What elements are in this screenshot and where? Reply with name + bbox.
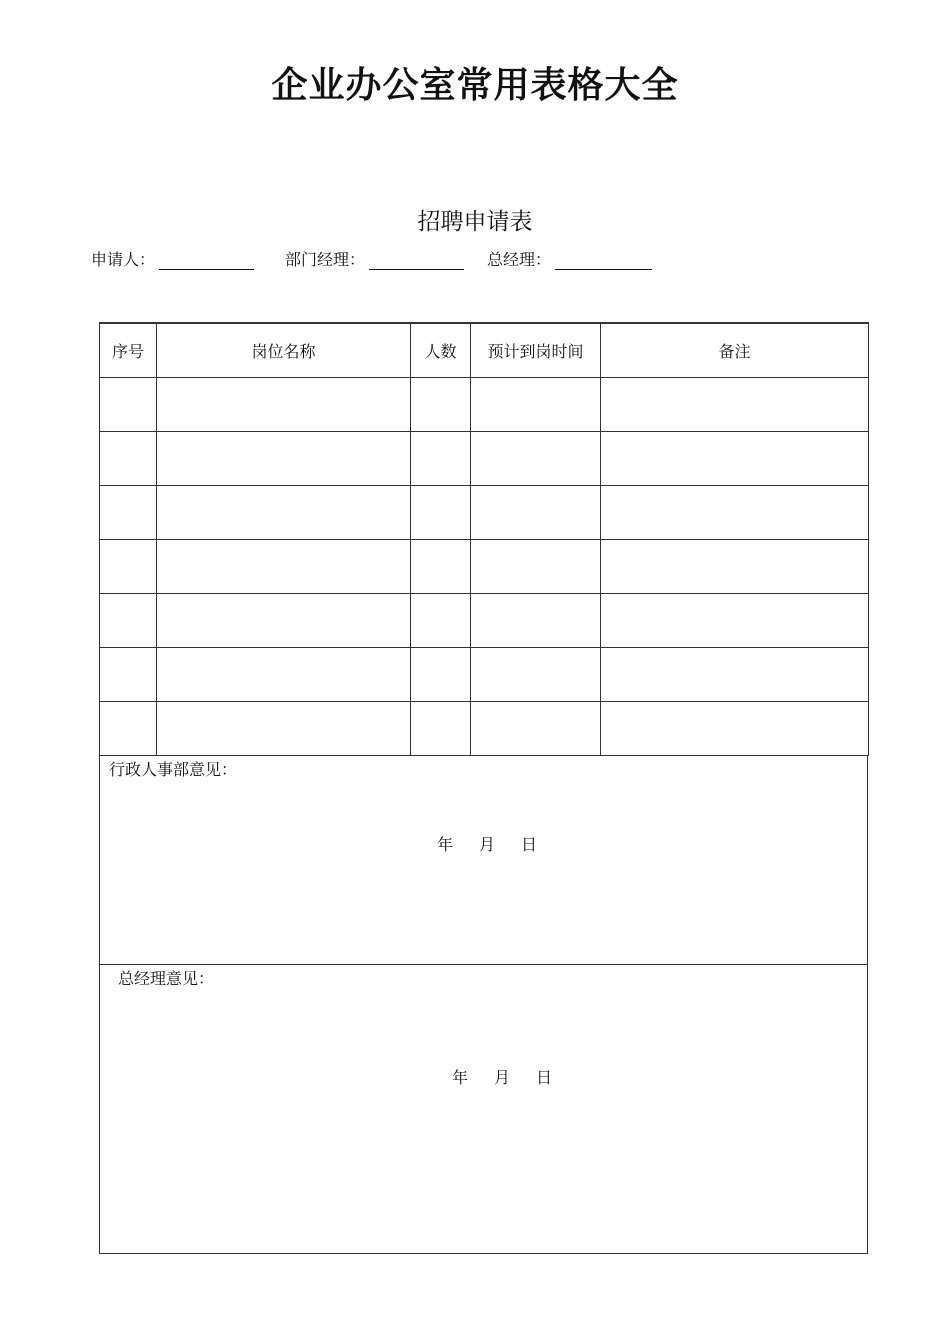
applicant-label: 申请人： (91, 250, 156, 269)
cell-headcount[interactable] (411, 594, 471, 648)
cell-arrival-date[interactable] (471, 486, 601, 540)
cell-headcount[interactable] (411, 648, 471, 702)
cell-remarks[interactable] (601, 486, 869, 540)
header-headcount: 人数 (411, 323, 471, 378)
table-row (100, 540, 869, 594)
cell-position[interactable] (157, 378, 411, 432)
applicant-signature (91, 248, 254, 272)
table-header-row (100, 323, 869, 378)
cell-position[interactable] (157, 594, 411, 648)
cell-arrival-date[interactable] (471, 378, 601, 432)
header-arrival-date: 预计到岗时间 (471, 323, 601, 378)
cell-arrival-date[interactable] (471, 702, 601, 756)
cell-remarks[interactable] (601, 594, 869, 648)
gm-date-month: 月 (494, 1068, 511, 1087)
cell-position[interactable] (157, 648, 411, 702)
cell-headcount[interactable] (411, 540, 471, 594)
cell-arrival-date[interactable] (471, 540, 601, 594)
cell-arrival-date[interactable] (471, 594, 601, 648)
header-remarks: 备注 (601, 323, 869, 378)
cell-headcount[interactable] (411, 432, 471, 486)
cell-position[interactable] (157, 486, 411, 540)
dept-manager-blank[interactable] (369, 250, 464, 270)
dept-manager-signature (285, 248, 464, 272)
hr-date-year: 年 (437, 835, 454, 854)
cell-serial[interactable] (100, 432, 157, 486)
header-position: 岗位名称 (157, 323, 411, 378)
applicant-blank[interactable] (159, 250, 254, 270)
document-title: 企业办公室常用表格大全 (271, 64, 679, 106)
header-serial: 序号 (100, 323, 157, 378)
table-row (100, 702, 869, 756)
dept-manager-label: 部门经理： (285, 250, 366, 269)
cell-remarks[interactable] (601, 378, 869, 432)
cell-remarks[interactable] (601, 648, 869, 702)
table-row (100, 378, 869, 432)
cell-remarks[interactable] (601, 702, 869, 756)
table-row (100, 432, 869, 486)
cell-serial[interactable] (100, 594, 157, 648)
cell-position[interactable] (157, 432, 411, 486)
cell-arrival-date[interactable] (471, 432, 601, 486)
cell-position[interactable] (157, 540, 411, 594)
cell-serial[interactable] (100, 702, 157, 756)
cell-remarks[interactable] (601, 432, 869, 486)
cell-headcount[interactable] (411, 702, 471, 756)
cell-serial[interactable] (100, 486, 157, 540)
cell-arrival-date[interactable] (471, 648, 601, 702)
hr-date-day: 日 (521, 835, 538, 854)
gm-opinion-label: 总经理意见： (118, 969, 215, 988)
recruitment-table (99, 322, 869, 756)
form-title: 招聘申请表 (417, 209, 533, 235)
cell-headcount[interactable] (411, 486, 471, 540)
table-row (100, 648, 869, 702)
cell-serial[interactable] (100, 648, 157, 702)
cell-serial[interactable] (100, 378, 157, 432)
gm-date-year: 年 (452, 1068, 469, 1087)
cell-remarks[interactable] (601, 540, 869, 594)
gm-opinion-box[interactable] (99, 964, 868, 1254)
cell-headcount[interactable] (411, 378, 471, 432)
table-row (100, 594, 869, 648)
table-row (100, 486, 869, 540)
hr-opinion-date (437, 833, 537, 857)
hr-opinion-box[interactable] (99, 756, 868, 965)
general-manager-blank[interactable] (555, 250, 652, 270)
gm-date-day: 日 (536, 1068, 553, 1087)
hr-opinion-label: 行政人事部意见： (109, 760, 238, 779)
hr-date-month: 月 (479, 835, 496, 854)
general-manager-signature (487, 248, 652, 272)
general-manager-label: 总经理： (487, 250, 552, 269)
cell-serial[interactable] (100, 540, 157, 594)
gm-opinion-date (452, 1066, 552, 1090)
cell-position[interactable] (157, 702, 411, 756)
